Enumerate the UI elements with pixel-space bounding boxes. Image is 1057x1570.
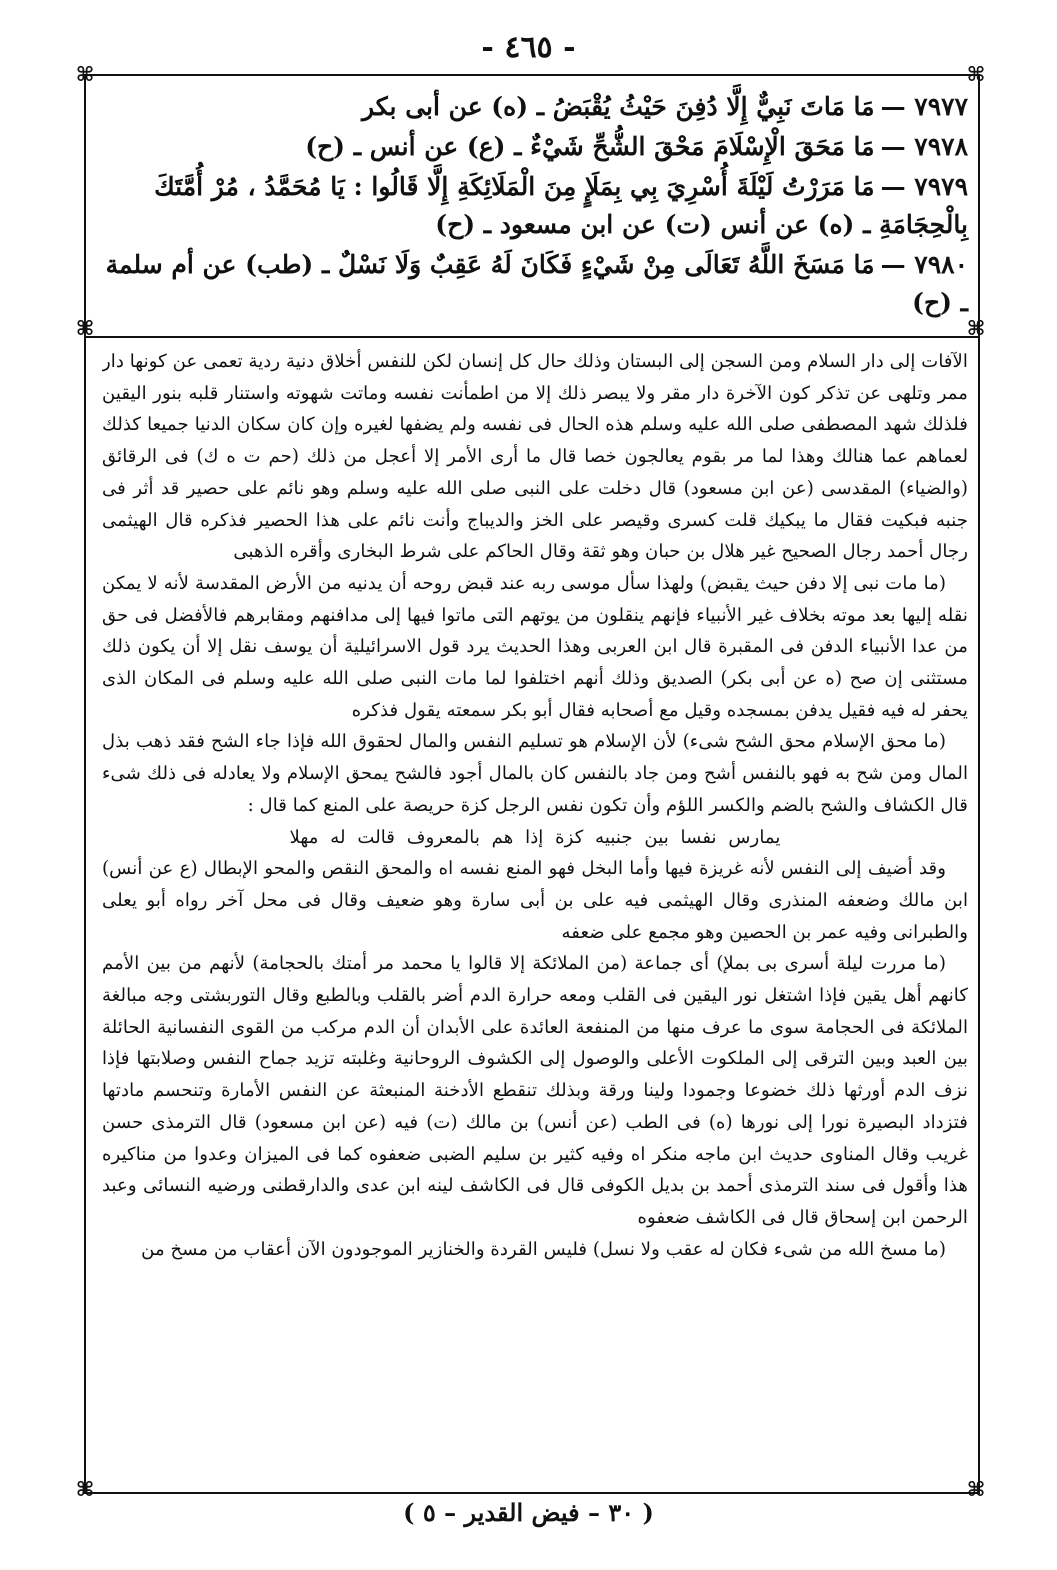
poetry-verse: يمارس نفسا بين جنبيه كزة إذا هم بالمعروف قالت له مهلا xyxy=(289,826,781,848)
hadith-text: مَا مَرَرْتُ لَيْلَةَ أُسْرِيَ بِي بِمَلَإٍ مِنَ الْمَلَائِكَةِ إِلَّا قَالُوا : يَا مُحَمَّدُ ، مُرْ أُمَّتَكَ بِالْحِجَامَةِ ـ (ه) عن أنس (ت) عن ابن مسعود ـ (ح) xyxy=(154,172,968,239)
hadith-text: مَا مَحَقَ الْإِسْلَامَ مَحْقَ الشُّحِّ شَيْءٌ ـ (ع) عن أنس ـ (ح) xyxy=(305,132,875,161)
hadith-entry xyxy=(96,128,968,166)
commentary-paragraph: الآفات إلى دار السلام ومن السجن إلى البستان وذلك حال كل إنسان لكن للنفس أخلاق دنية ردية تعمى عن كونها دار ممر وتلهى عن تذكر كون الآخرة دار مقر ولا يبصر ذلك إلا من اطمأنت نفسه وماتت شهوته واستنار قلبه بنور اليقين فلذلك شهد المصطفى صلى الله عليه وسلم هذه الحال فى نفسه ولم يضفها لغيره وإن كان سكان الدنيا جميعا كذلك لعماهم عما هنالك وهذا لما مر بقوم يعالجون خصا قال ما أرى الأمر إلا أعجل من ذلك (حم ت ه ك) فى الرقائق (والضياء) المقدسى (عن ابن مسعود) قال دخلت على النبى صلى الله عليه وسلم وهو نائم على حصير قد أثر فى جنبه فبكيت فقال ما يبكيك قلت كسرى وقيصر على الخز والديباج وأنت نائم على هذا الحصير فذكره قال الهيثمى رجال أحمد رجال الصحيح غير هلال بن حبان وهو ثقة وقال الحاكم على شرط البخارى وأقره الذهبى xyxy=(102,351,968,563)
section-divider xyxy=(84,336,978,338)
commentary-paragraph: (ما مات نبى إلا دفن حيث يقبض) ولهذا سأل موسى ربه عند قبض روحه أن يدنيه من الأرض المقدسة لأنه لا يمكن نقله إليها بعد موته بخلاف غير الأنبياء فإنهم ينقلون من يوتهم التى ماتوا فيها إلى مدافنهم ومقابرهم فالأفضل فى حق من عدا الأنبياء الدفن فى المقبرة قال ابن العربى وهذا الحديث يرد قول الاسرائيلية أن يوسف نقل إلا أن يكون ذلك مستثنى إن صح (ه عن أبى بكر) الصديق وذلك أنهم اختلفوا لما مات النبى صلى الله عليه وسلم فى المكان الذى يحفر له فيه فقيل يدفن بمسجده وقيل مع أصحابه فقال أبو بكر سمعته يقول فذكره xyxy=(102,572,968,721)
commentary-paragraph: (ما مررت ليلة أسرى بى بملإ) أى جماعة (من الملائكة إلا قالوا يا محمد مر أمتك بالحجامة) لأنهم من بين الأمم كانهم أهل يقين فإذا اشتغل نور اليقين فى القلب ومعه حرارة الدم أضر بالقلب وبالطبع وقال التوربشتى وجه مبالغة الملائكة فى الحجامة سوى ما عرف منها من المنفعة العائدة على الأبدان أن الدم مركب من القوى النفسانية الحائلة بين العبد وبين الترقى إلى الملكوت الأعلى والوصول إلى الكشوف الروحانية وغلبته تزيد جماح النفس وصلابتها فإذا نزف الدم أورثها ذلك خضوعا وجمودا ولينا ورقة وبذلك تنقطع الأدخنة المنبعثة عن النفس الأمارة وتنحسم مادتها فتزداد البصيرة نورا إلى نورها (ه) فى الطب (عن أنس) بن مالك (ت) فيه (عن ابن مسعود) قال الترمذى حسن غريب وقال المناوى حديث ابن ماجه منكر اه وفيه كثير بن سليم الضبى ضعفوه كما فى الميزان وعدوا من مناكيره هذا وأقول فى سند الترمذى أحمد بن بديل الكوفى قال فى الكاشف لينه ابن عدى والدارقطنى ورضيه النسائى وعبد الرحمن ابن إسحاق قال فى الكاشف ضعفوه xyxy=(102,953,968,1228)
divider-ornament-icon: ⌘ xyxy=(75,316,95,340)
commentary-section xyxy=(102,346,968,1482)
page-number: - ٤٦٥ - xyxy=(481,30,576,65)
hadith-number: ٧٩٧٩ — xyxy=(880,172,968,201)
divider-ornament-icon: ⌘ xyxy=(966,316,986,340)
hadith-section xyxy=(96,88,968,332)
hadith-entry xyxy=(96,168,968,244)
corner-ornament-icon: ⌘ xyxy=(75,1477,95,1501)
corner-ornament-icon: ⌘ xyxy=(966,62,986,86)
commentary-paragraph: (ما محق الإسلام محق الشح شىء) لأن الإسلام هو تسليم النفس والمال لحقوق الله فإذا جاء الشح فقد ذهب بذل المال ومن شح به فهو بالنفس أشح ومن جاد بالنفس كان بالمال أجود فالشح يمحق الإسلام ولا يعادله فى ذلك شىء قال الكشاف والشح بالضم والكسر اللؤم وأن تكون نفس الرجل كزة حريصة على المنع كما قال : xyxy=(102,731,968,816)
hadith-entry xyxy=(96,88,968,126)
commentary-paragraph: (ما مسخ الله من شىء فكان له عقب ولا نسل) فليس القردة والخنازير الموجودون الآن أعقاب من مسخ من xyxy=(141,1238,946,1260)
corner-ornament-icon: ⌘ xyxy=(966,1477,986,1501)
hadith-text: مَا مَاتَ نَبِيٌّ إِلَّا دُفِنَ حَيْثُ يُقْبَضُ ـ (ه) عن أبى بكر xyxy=(361,92,875,121)
hadith-number: ٧٩٧٧ — xyxy=(880,92,968,121)
hadith-text: مَا مَسَخَ اللَّهُ تَعَالَى مِنْ شَيْءٍ فَكَانَ لَهُ عَقِبٌ وَلَا نَسْلٌ ـ (طب) عن أم سلمة ـ (ح) xyxy=(105,250,968,317)
hadith-entry xyxy=(96,246,968,322)
page-footer: ( ٣٠ – فيض القدير – ٥ ) xyxy=(403,1498,654,1527)
hadith-number: ٧٩٧٨ — xyxy=(880,132,968,161)
commentary-paragraph: وقد أضيف إلى النفس لأنه غريزة فيها وأما البخل فهو المنع نفسه اه والمحق النقص والمحو الإبطال (ع عن أنس) ابن مالك وضعفه المنذرى وقال الهيثمى فيه على بن أبى سارة وهو ضعيف وقال فى محل آخر رواه أبو يعلى والطبرانى وفيه عمر بن الحصين وهو مجمع على ضعفه xyxy=(102,858,968,943)
corner-ornament-icon: ⌘ xyxy=(75,62,95,86)
hadith-number: ٧٩٨٠ — xyxy=(880,250,968,279)
